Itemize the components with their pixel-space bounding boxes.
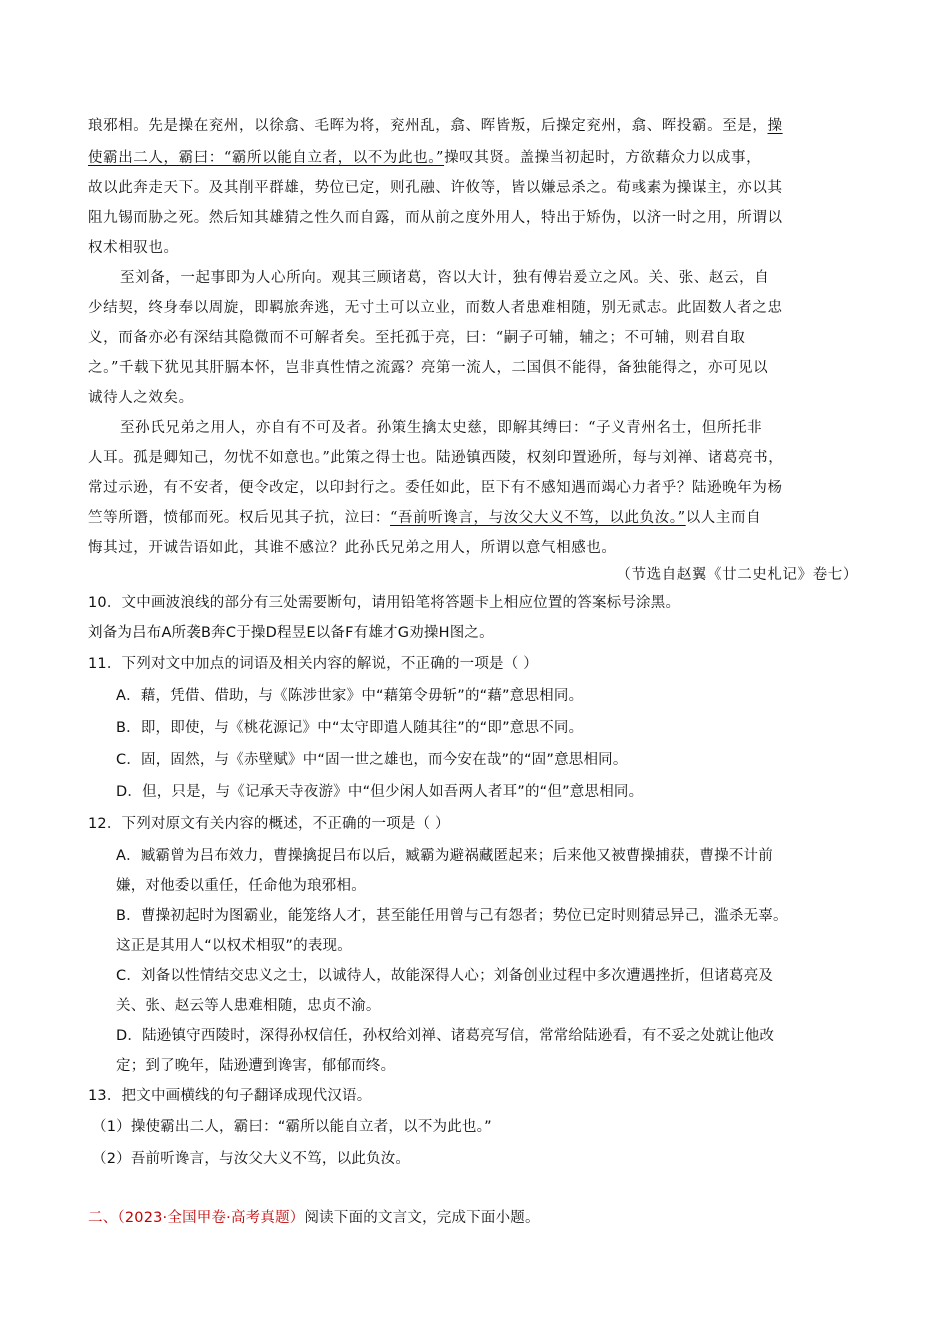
question-12-stem: 12．下列对原文有关内容的概述，不正确的一项是（ ） bbox=[88, 816, 450, 832]
passage-line: 义，而备亦必有深结其隐微而不可解者矣。至托孤于亮，曰：“嗣子可辅，辅之；不可辅，则君自取 bbox=[88, 330, 746, 346]
underlined-sentence: 操 bbox=[767, 118, 783, 134]
question-12-option-d: D．陆逊镇守西陵时，深得孙权信任，孙权给刘禅、诸葛亮写信，常常给陆逊看，有不妥之处就让他改 bbox=[116, 1028, 775, 1044]
passage-line: 少结契，终身奉以周旋，即羁旅奔逃，无寸土可以立业，而数人者患难相随，别无贰志。此固数人者之忠 bbox=[88, 300, 783, 316]
passage-line: 之。”千载下犹见其肝膈本怀，岂非真性情之流露？亮第一流人，二国俱不能得，备独能得之，亦可见以 bbox=[88, 360, 769, 376]
section-2-heading bbox=[88, 1208, 863, 1228]
question-12-option-b: B．曹操初起时为图霸业，能笼络人才，甚至能任用曾与己有怨者；势位已定时则猜忌异己，滥杀无辜。 bbox=[116, 908, 788, 924]
passage-line: 人耳。孤是卿知己，勿忧不如意也。”此策之得士也。陆逊镇西陵，权刻印置逊所，每与刘禅、诸葛亮书， bbox=[88, 450, 784, 466]
question-13-item-1: （1）操使霸出二人，霸曰：“霸所以能自立者，以不为此也。” bbox=[92, 1119, 492, 1135]
question-11-stem: 11．下列对文中加点的词语及相关内容的解说，不正确的一项是（ ） bbox=[88, 656, 538, 672]
section-2-source-tag: （2023·全国甲卷·高考真题） bbox=[117, 1210, 305, 1226]
question-11-option-a: A．藉，凭借、借助，与《陈涉世家》中“藉第令毋斩”的“藉”意思相同。 bbox=[116, 688, 584, 704]
section-2-number: 二、 bbox=[88, 1210, 118, 1226]
question-12-option-d-cont: 定；到了晚年，陆逊遭到谗害，郁郁而终。 bbox=[116, 1058, 396, 1074]
source-citation: （节选自赵翼《廿二史札记》卷七） bbox=[616, 567, 858, 583]
passage-line: 诚待人之效矣。 bbox=[88, 390, 194, 406]
underlined-sentence: “吾前听谗言，与汝父大义不笃，以此负汝。” bbox=[390, 510, 686, 526]
section-2-instruction: 阅读下面的文言文，完成下面小题。 bbox=[304, 1210, 540, 1226]
question-11-option-c: C．固，固然，与《赤壁赋》中“固一世之雄也，而今安在哉”的“固”意思相同。 bbox=[116, 752, 628, 768]
passage-line: 琅邪相。先是操在兖州，以徐翕、毛晖为将，兖州乱，翕、晖皆叛，后操定兖州，翕、晖投霸。至是，操 bbox=[88, 118, 783, 134]
question-10-sentence: 刘备为吕布A所袭B奔C于操D程昱E以备F有雄才G劝操H图之。 bbox=[88, 625, 494, 641]
question-12-option-c: C．刘备以性情结交忠义之士，以诚待人，故能深得人心；刘备创业过程中多次遭遇挫折，但诸葛亮及 bbox=[116, 968, 774, 984]
question-12-option-c-cont: 关、张、赵云等人患难相随，忠贞不渝。 bbox=[116, 998, 381, 1014]
question-11-option-b: B．即，即使，与《桃花源记》中“太守即遣人随其往”的“即”意思不同。 bbox=[116, 720, 584, 736]
question-10-stem: 10．文中画波浪线的部分有三处需要断句，请用铅笔将答题卡上相应位置的答案标号涂黑。 bbox=[88, 595, 681, 611]
question-12-option-a: A．臧霸曾为吕布效力，曹操擒捉吕布以后，臧霸为避祸藏匿起来；后来他又被曹操捕获，曹操不计前 bbox=[116, 848, 773, 864]
passage-line: 使霸出二人，霸曰：“霸所以能自立者，以不为此也。”操叹其贤。盖操当初起时，方欲藉众力以成事， bbox=[88, 150, 762, 166]
passage-line: 阻九锡而胁之死。然后知其雄猜之性久而自露，而从前之度外用人，特出于矫伪，以济一时之用，所谓以 bbox=[88, 210, 783, 226]
question-12-option-a-cont: 嫌，对他委以重任，任命他为琅邪相。 bbox=[116, 878, 366, 894]
question-12-option-b-cont: 这正是其用人“以权术相驭”的表现。 bbox=[116, 938, 352, 954]
passage-line: 常过示逊，有不安者，便令改定，以印封行之。委任如此，臣下有不感知遇而竭心力者乎？陆逊晚年为杨 bbox=[88, 480, 783, 496]
passage-line: 悔其过，开诚告语如此，其谁不感泣？此孙氏兄弟之用人，所谓以意气相感也。 bbox=[88, 540, 617, 556]
passage-line: 竺等所谮，愤郁而死。权后见其子抗，泣曰：“吾前听谗言，与汝父大义不笃，以此负汝。”以人主而自 bbox=[88, 510, 762, 526]
question-13-item-2: （2）吾前听谗言，与汝父大义不笃，以此负汝。 bbox=[92, 1151, 411, 1167]
question-13-stem: 13．把文中画横线的句子翻译成现代汉语。 bbox=[88, 1088, 372, 1104]
question-11-option-d: D．但，只是，与《记承天寺夜游》中“但少闲人如吾两人者耳”的“但”意思相同。 bbox=[116, 784, 644, 800]
passage-line: 至刘备，一起事即为人心所向。观其三顾诸葛，咨以大计，独有傅岩爰立之风。关、张、赵云，自 bbox=[120, 270, 770, 286]
passage-line: 至孙氏兄弟之用人，亦自有不可及者。孙策生擒太史慈，即解其缚曰：“子义青州名士，但所托非 bbox=[120, 420, 763, 436]
passage-line: 故以此奔走天下。及其削平群雄，势位已定，则孔融、许攸等，皆以嫌忌杀之。荀彧素为操谋主，亦以其 bbox=[88, 180, 783, 196]
underlined-sentence: 使霸出二人，霸曰：“霸所以能自立者，以不为此也。” bbox=[88, 150, 445, 166]
passage-line: 权术相驭也。 bbox=[88, 240, 179, 256]
